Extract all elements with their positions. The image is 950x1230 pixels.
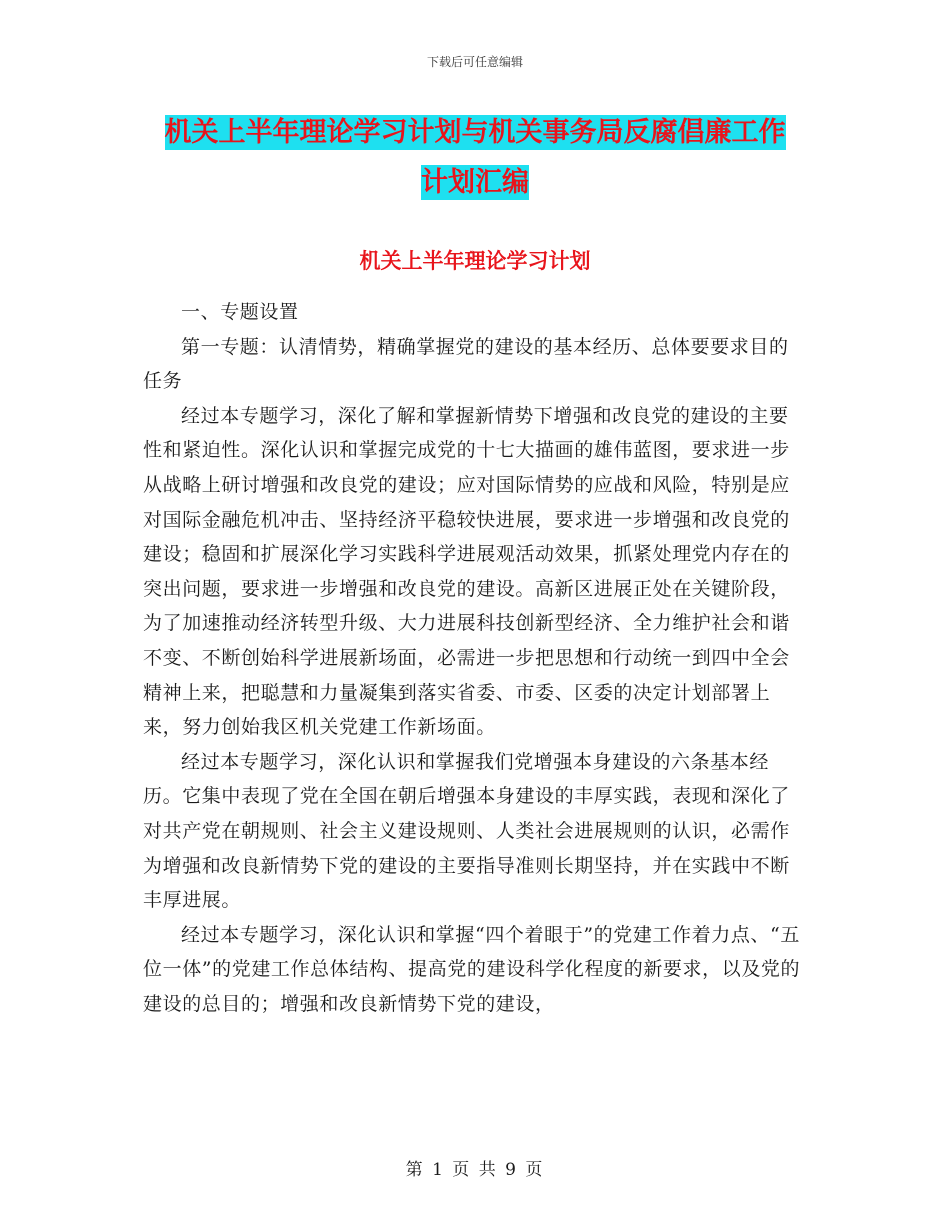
section-title: 机关上半年理论学习计划	[359, 249, 591, 273]
document-title	[0, 108, 950, 208]
topic-heading: 第一专题：认清情势，精确掌握党的建设的基本经历、总体要要求目的任务	[143, 335, 789, 393]
page-footer: 第 1 页 共 9 页	[405, 1160, 545, 1180]
header-note: 下载后可任意编辑	[426, 55, 523, 69]
paragraph: 经过本专题学习，深化认识和掌握我们党增强本身建设的六条基本经历。它集中表现了党在全国在朝后增强本身建设的丰厚实践，表现和深化了对共产党在朝规则、社会主义建设规则、人类社会进展规则的认识，必需作为增强和改良新情势下党的建设的主要指导准则长期坚持，并在实践中不断丰厚进展。	[143, 750, 790, 912]
paragraph: 经过本专题学习，深化认识和掌握“四个着眼于”的党建工作着力点、“五位一体”的党建工作总体结构、提高党的建设科学化程度的新要求，以及党的建设的总目的；增强和改良新情势下党的建设，	[143, 923, 801, 1015]
body-text	[143, 295, 803, 1021]
title-line-2: 计划汇编	[421, 167, 529, 198]
title-line-1: 机关上半年理论学习计划与机关事务局反腐倡廉工作	[164, 117, 786, 148]
paragraph: 经过本专题学习，深化了解和掌握新情势下增强和改良党的建设的主要性和紧迫性。深化认识和掌握完成党的十七大描画的雄伟蓝图，要求进一步从战略上研讨增强和改良党的建设；应对国际情势的应战和风险，特别是应对国际金融危机冲击、坚持经济平稳较快进展，要求进一步增强和改良党的建设；稳固和扩展深化学习实践科学进展观活动效果，抓紧处理党内存在的突出问题，要求进一步增强和改良党的建设。高新区进展正处在关键阶段，为了加速推动经济转型升级、大力进展科技创新型经济、全力维护社会和谐不变、不断创始科学进展新场面，必需进一步把思想和行动统一到四中全会精神上来，把聪慧和力量凝集到落实省委、市委、区委的决定计划部署上来，努力创始我区机关党建工作新场面。	[143, 404, 790, 739]
section-heading: 一、专题设置	[181, 301, 299, 323]
